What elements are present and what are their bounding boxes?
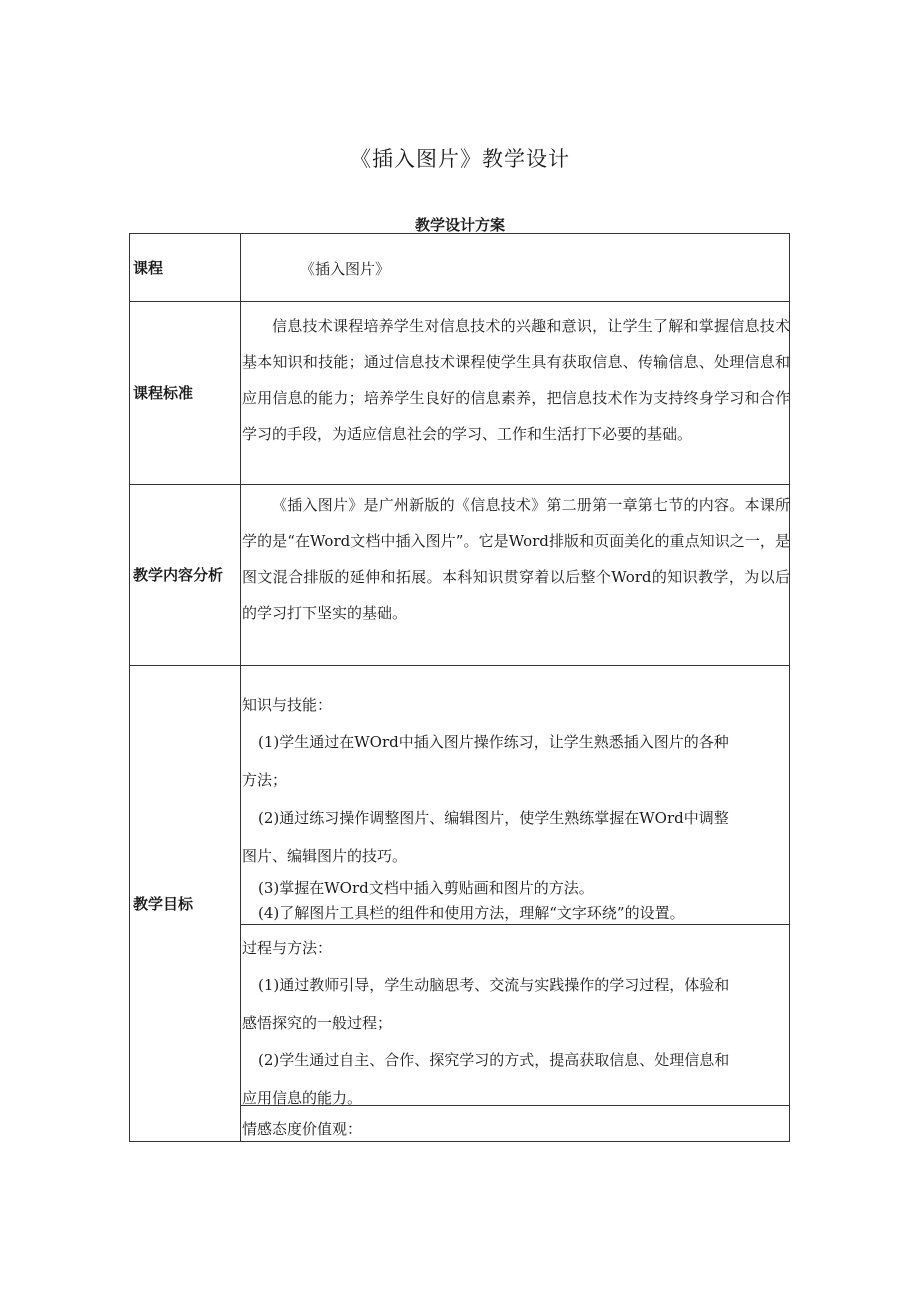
standard-label: 课程标准 xyxy=(133,384,194,402)
design-table xyxy=(129,233,790,1142)
table-caption: 教学设计方案 xyxy=(414,216,505,234)
column-divider xyxy=(240,234,241,1141)
knowledge-item: (1)学生通过在WOrd中插入图片操作练习，让学生熟悉插入图片的各种 xyxy=(258,733,729,751)
knowledge-heading: 知识与技能： xyxy=(242,696,333,714)
process-item-cont: 应用信息的能力。 xyxy=(242,1089,363,1107)
knowledge-item: (2)通过练习操作调整图片、编辑图片，使学生熟练掌握在WOrd中调整 xyxy=(258,809,729,827)
knowledge-item: (3)掌握在WOrd文档中插入剪贴画和图片的方法。 xyxy=(258,879,594,897)
standard-text: 信息技术课程培养学生对信息技术的兴趣和意识，让学生了解和掌握信息技术基本知识和技能；通过信息技术课程使学生具有获取信息、传输信息、处理信息和应用信息的能力；培养学生良好的信息素养，把信息技术作为支持终身学习和合作学习的手段，为适应信息社会的学习、工作和生活打下必要的基础。 xyxy=(242,317,790,443)
page-title: 《插入图片》教学设计 xyxy=(350,147,570,171)
process-item: (2)学生通过自主、合作、探究学习的方式，提高获取信息、处理信息和 xyxy=(258,1051,730,1069)
standard-cell xyxy=(242,308,790,452)
objectives-label: 教学目标 xyxy=(133,895,194,913)
process-item: (1)通过教师引导，学生动脑思考、交流与实践操作的学习过程，体验和 xyxy=(258,976,730,994)
content-analysis-label: 教学内容分析 xyxy=(133,566,224,584)
knowledge-item-cont: 图片、编辑图片的技巧。 xyxy=(242,847,408,865)
process-heading: 过程与方法： xyxy=(242,939,333,957)
course-value: 《插入图片》 xyxy=(300,260,391,278)
knowledge-item-cont: 方法； xyxy=(242,771,288,789)
knowledge-item: (4)了解图片工具栏的组件和使用方法，理解“文字环绕”的设置。 xyxy=(258,904,685,922)
course-label: 课程 xyxy=(133,259,164,277)
content-analysis-text: 《插入图片》是广州新版的《信息技术》第二册第一章第七节的内容。本课所学的是“在Word文档中插入图片”。它是Word排版和页面美化的重点知识之一，是图文混合排版的延伸和拓展。本科知识贯穿着以后整个Word的知识教学，为以后的学习打下坚实的基础。 xyxy=(242,496,790,622)
process-item-cont: 感悟探究的一般过程； xyxy=(242,1014,393,1032)
content-analysis-cell xyxy=(242,487,790,631)
attitude-heading: 情感态度价值观： xyxy=(242,1120,363,1138)
objectives-cell xyxy=(242,665,790,1142)
